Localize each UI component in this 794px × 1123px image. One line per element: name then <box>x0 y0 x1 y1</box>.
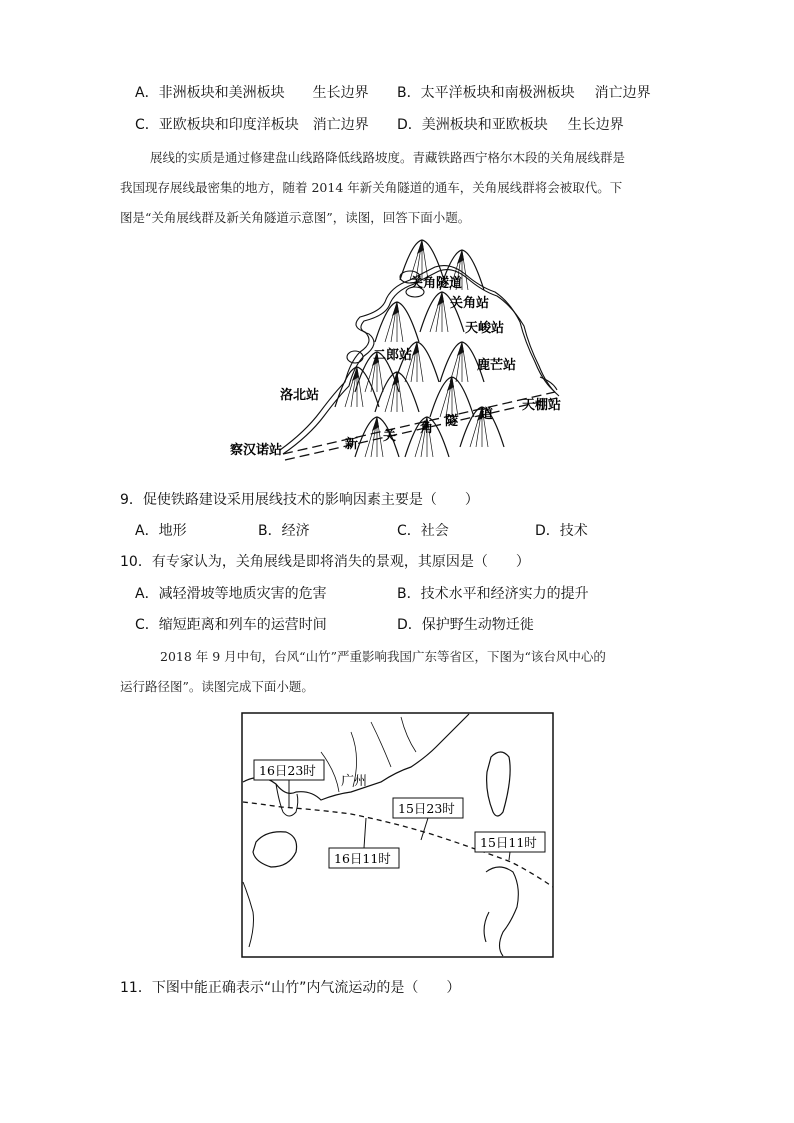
q8-option-b <box>397 82 651 102</box>
time-label-15-11: 15日11时 <box>480 835 537 850</box>
label-lumang: 鹿芒站 <box>477 358 517 373</box>
q10-option-d: D．保护野生动物迁徙 <box>397 617 534 633</box>
mountain-icon <box>430 377 474 417</box>
mountain-icon <box>375 302 419 342</box>
q10-stem: 10．有专家认为，关角展线是即将消失的景观，其原因是（ ） <box>120 554 530 570</box>
q9-stem: 9．促使铁路建设采用展线技术的影响因素主要是（ ） <box>120 492 479 508</box>
time-label-15-23: 15日23时 <box>398 801 455 816</box>
q10-option-b: B．技术水平和经济实力的提升 <box>397 586 589 602</box>
label-new-4: 隧 <box>445 414 459 429</box>
passage1-line1: 展线的实质是通过修建盘山线路降低线路坡度。青藏铁路西宁格尔木段的关角展线群是 <box>150 150 626 165</box>
label-new-1: 新 <box>345 437 359 452</box>
option-label: D．美洲板块和亚欧板块 <box>397 117 548 133</box>
q11-stem: 11．下图中能正确表示“山竹”内气流运动的是（ ） <box>120 980 461 996</box>
option-label: C．亚欧板块和印度洋板块 <box>135 117 299 133</box>
label-erlang: 二郎站 <box>373 348 413 363</box>
label-guanjiao: 关角站 <box>450 296 490 311</box>
typhoon-track-map <box>241 712 555 960</box>
label-tunnel-old: 关角隧道 <box>410 276 463 291</box>
time-label-16-11: 16日11时 <box>334 851 391 866</box>
q9-option-d: D．技术 <box>535 523 588 539</box>
option-result: 消亡边界 <box>312 117 369 133</box>
q8-option-a <box>135 82 369 102</box>
guanjiao-map <box>225 232 570 477</box>
label-new-5: 道 <box>480 407 494 422</box>
label-chahannuo: 察汉诺站 <box>230 443 283 458</box>
label-tianjun: 天峻站 <box>465 321 505 336</box>
label-new-2: 关 <box>383 429 397 444</box>
mountain-icon <box>375 372 419 412</box>
mountain-icon <box>335 367 379 407</box>
option-label: B．太平洋板块和南极洲板块 <box>397 85 575 101</box>
option-result: 生长边界 <box>567 117 624 133</box>
label-tianpeng: 天棚站 <box>522 398 562 413</box>
q9-option-b: B．经济 <box>258 523 310 539</box>
option-result: 消亡边界 <box>594 85 651 101</box>
label-new-3: 角 <box>420 421 434 436</box>
passage1-line2: 我国现存展线最密集的地方，随着 2014 年新关角隧道的通车，关角展线群将会被取代。下 <box>120 180 623 195</box>
q10-option-a: A．减轻滑坡等地质灾害的危害 <box>135 586 327 602</box>
q8-option-d <box>397 114 624 134</box>
q9-option-a: A．地形 <box>135 523 187 539</box>
passage1-line3: 图是“关角展线群及新关角隧道示意图”，读图，回答下面小题。 <box>120 210 471 225</box>
q9-option-c: C．社会 <box>397 523 449 539</box>
q10-option-c: C．缩短距离和列车的运营时间 <box>135 617 327 633</box>
passage2-line1: 2018 年 9 月中旬，台风“山竹”严重影响我国广东等省区，下图为“该台风中心的 <box>160 649 606 664</box>
city-label-guangzhou: 广州 <box>341 774 368 789</box>
time-label-16-23: 16日23时 <box>259 763 316 778</box>
passage2-line2: 运行路径图”。读图完成下面小题。 <box>120 679 314 694</box>
option-label: A．非洲板块和美洲板块 <box>135 85 285 101</box>
label-luobei: 洛北站 <box>280 388 320 403</box>
q8-option-c <box>135 114 369 134</box>
option-result: 生长边界 <box>312 85 369 101</box>
